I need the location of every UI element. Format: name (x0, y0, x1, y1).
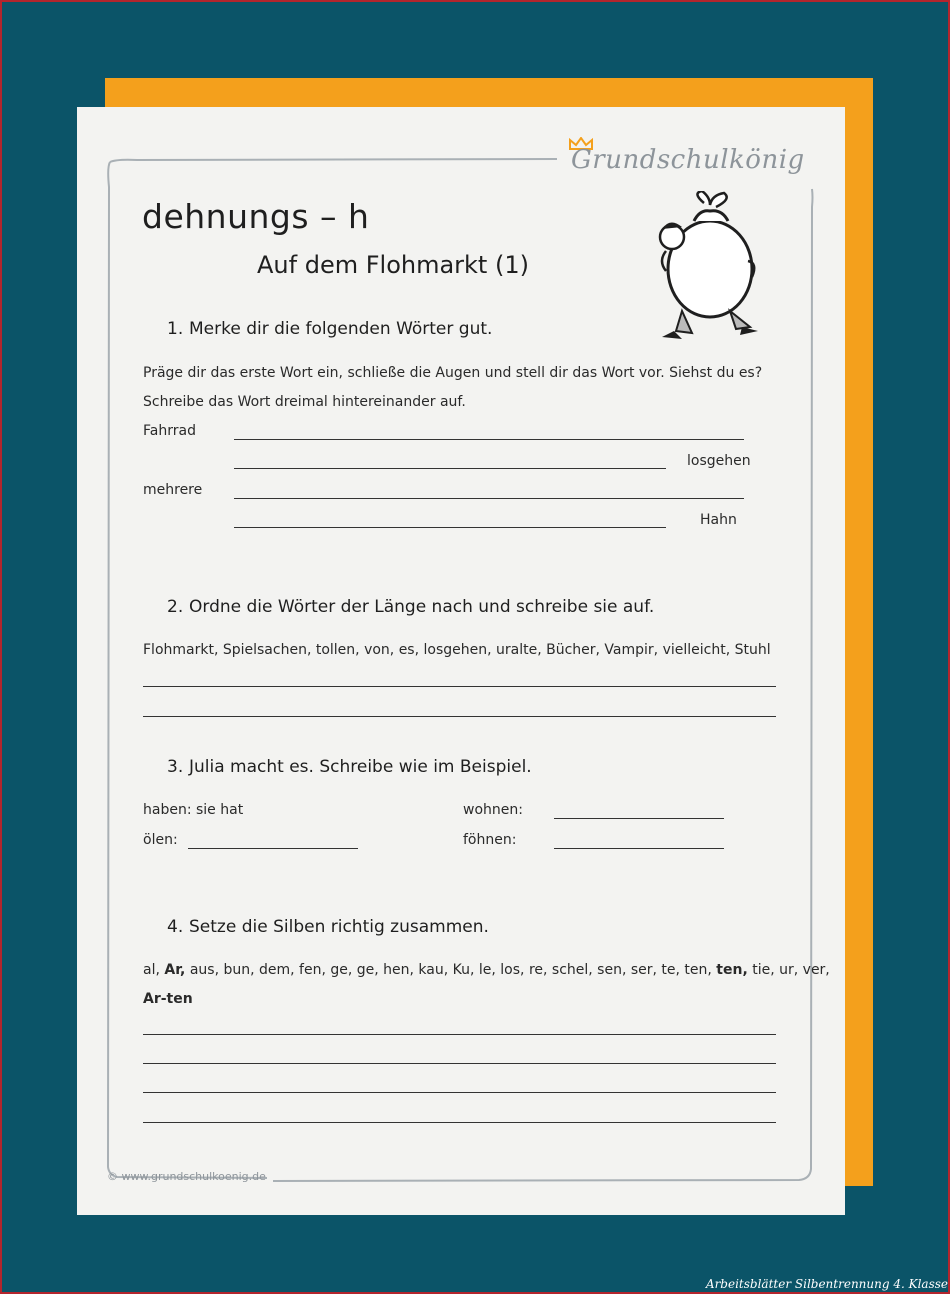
word-fahrrad: Fahrrad (143, 423, 196, 439)
writing-line[interactable] (143, 1122, 776, 1123)
writing-line[interactable] (143, 1063, 776, 1064)
task-1-instruction-2: Schreibe das Wort dreimal hintereinander auf. (143, 394, 466, 410)
word-mehrere: mehrere (143, 482, 203, 498)
task-2-heading: 2. Ordne die Wörter der Länge nach und schreibe sie auf. (167, 597, 655, 617)
task-3-item-wohnen: wohnen: (463, 802, 523, 818)
writing-line[interactable] (554, 818, 724, 819)
task-4-heading: 4. Setze die Silben richtig zusammen. (167, 917, 489, 937)
writing-line[interactable] (234, 468, 666, 469)
mascot-illustration (652, 191, 762, 341)
writing-line[interactable] (234, 498, 744, 499)
footer-copyright: © www.grundschulkoenig.de (107, 1170, 266, 1183)
task-1-instruction-1: Präge dir das erste Wort ein, schließe die Augen und stell dir das Wort vor. Siehst du es? (143, 365, 763, 381)
task-4-example: Ar-ten (143, 991, 193, 1007)
brand-logo: Grundschulkönig (571, 145, 805, 175)
task-3-item-oelen: ölen: (143, 832, 178, 848)
worksheet-subtitle: Auf dem Flohmarkt (1) (257, 251, 529, 279)
task-4-syllables: al, Ar, aus, bun, dem, fen, ge, ge, hen, kau, Ku, le, los, re, schel, sen, ser, te, ten, ten, tie, ur, ver, (143, 962, 830, 978)
writing-line[interactable] (234, 527, 666, 528)
image-caption: Arbeitsblätter Silbentrennung 4. Klasse (705, 1277, 948, 1291)
word-hahn: Hahn (700, 512, 737, 528)
task-3-example: haben: sie hat (143, 802, 244, 818)
task-1-heading: 1. Merke dir die folgenden Wörter gut. (167, 319, 493, 339)
writing-line[interactable] (143, 716, 776, 717)
writing-line[interactable] (188, 848, 358, 849)
writing-line[interactable] (143, 1092, 776, 1093)
writing-line[interactable] (234, 439, 744, 440)
writing-line[interactable] (554, 848, 724, 849)
writing-line[interactable] (143, 1034, 776, 1035)
task-2-wordlist: Flohmarkt, Spielsachen, tollen, von, es, losgehen, uralte, Bücher, Vampir, vielleicht, Stuhl (143, 642, 771, 658)
task-3-heading: 3. Julia macht es. Schreibe wie im Beispiel. (167, 757, 532, 777)
word-losgehen: losgehen (687, 453, 751, 469)
worksheet-title: dehnungs – h (142, 197, 370, 236)
writing-line[interactable] (143, 686, 776, 687)
task-3-item-foehnen: föhnen: (463, 832, 517, 848)
worksheet (77, 107, 845, 1215)
